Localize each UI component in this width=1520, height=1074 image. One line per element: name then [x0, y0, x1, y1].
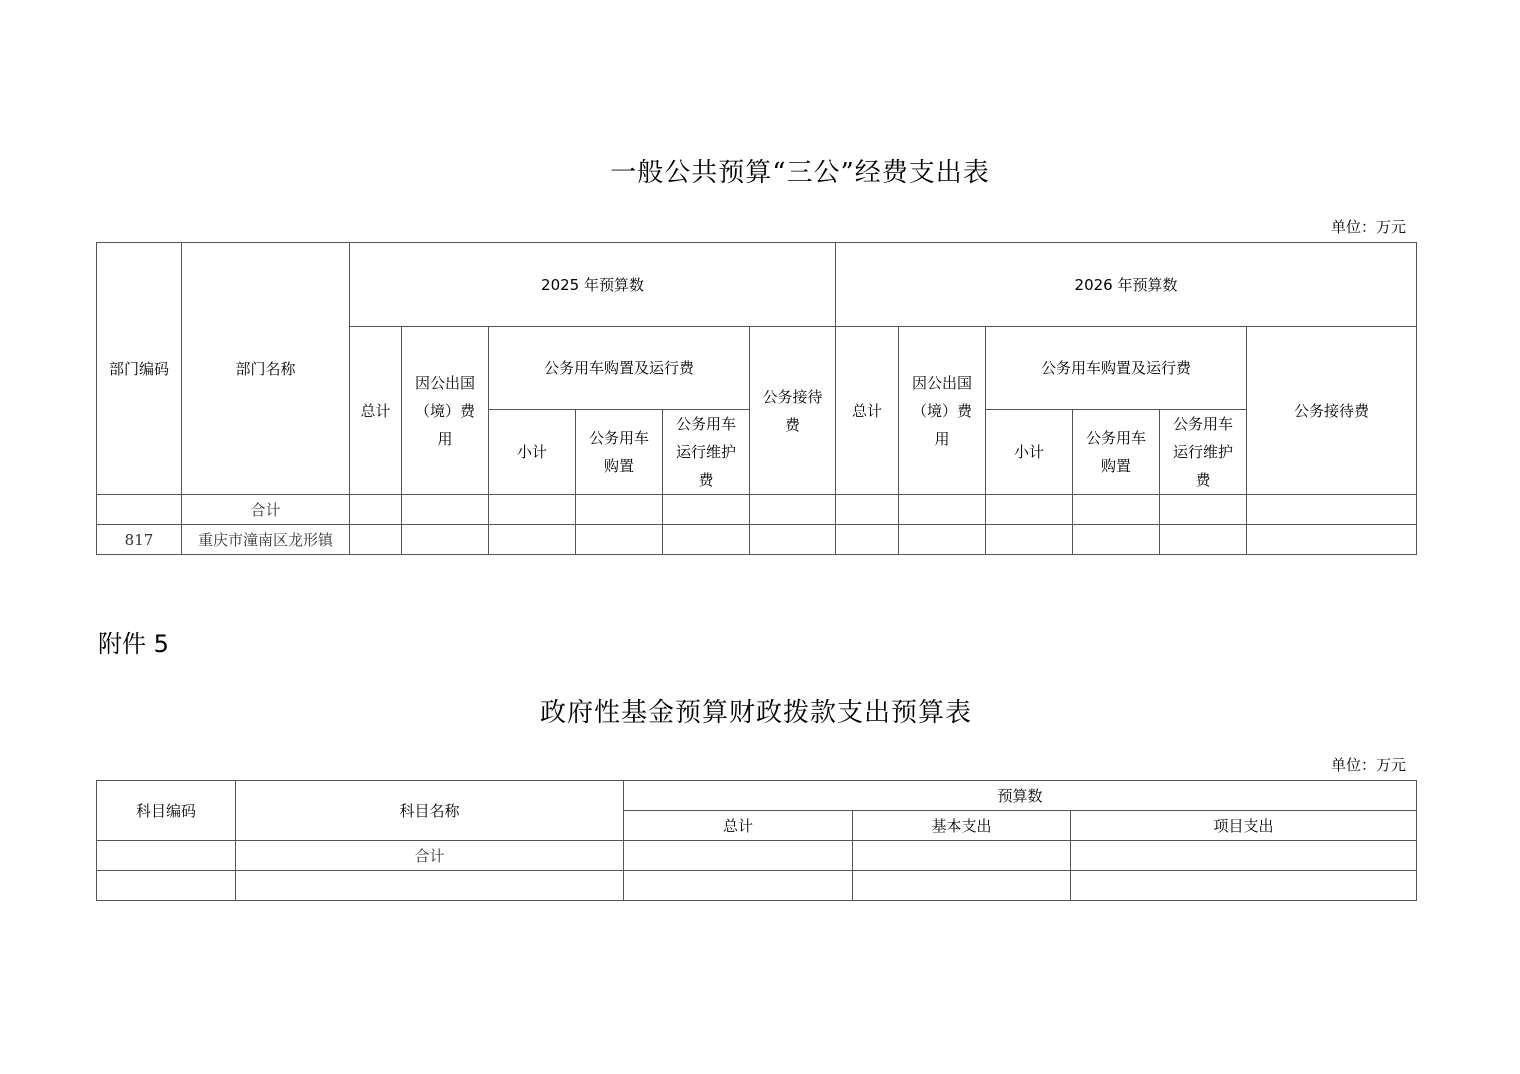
header-2025-travel-line2: （境）费 [414, 401, 475, 420]
cell [750, 525, 836, 555]
cell [1160, 525, 1247, 555]
row-code [97, 841, 236, 871]
row-name: 合计 [236, 841, 624, 871]
header-2025-subtotal: 小计 [489, 410, 576, 495]
header-2025-vehicle-run [663, 410, 750, 495]
header-2026-travel [899, 327, 986, 495]
annex-label: 附件 5 [98, 630, 169, 658]
cell [986, 525, 1073, 555]
cell [853, 841, 1071, 871]
row-code [97, 495, 182, 525]
cell [1160, 495, 1247, 525]
cell [750, 495, 836, 525]
three-public-expenses-table [96, 242, 1417, 555]
cell [350, 525, 402, 555]
row-name: 重庆市潼南区龙形镇 [182, 525, 350, 555]
header-2025-reception-line1: 公务接待 [762, 387, 823, 406]
cell [836, 495, 899, 525]
header-2026-vehicle-run-line3: 费 [1195, 471, 1211, 489]
header-2026-travel-line3: 用 [934, 429, 950, 448]
table1-unit: 单位：万元 [1330, 218, 1406, 236]
header-2026-vehicle-purchase-line2: 购置 [1101, 457, 1132, 475]
table2-title: 政府性基金预算财政拨款支出预算表 [539, 698, 972, 728]
cell [576, 495, 663, 525]
table-row [97, 871, 1417, 901]
cell [1247, 525, 1417, 555]
row-code [97, 871, 236, 901]
header-2025-travel-line3: 用 [437, 429, 453, 448]
cell [853, 871, 1071, 901]
cell [1073, 525, 1160, 555]
header-2026-vehicle-run-line2: 运行维护 [1173, 443, 1234, 461]
table-row [97, 841, 1417, 871]
cell [624, 841, 853, 871]
cell [576, 525, 663, 555]
header-2025-reception [750, 327, 836, 495]
header-2026-vehicle-run [1160, 410, 1247, 495]
cell [489, 525, 576, 555]
header-2026-subtotal: 小计 [986, 410, 1073, 495]
cell [402, 495, 489, 525]
cell [1071, 841, 1417, 871]
header-2026-vehicle-run-line1: 公务用车 [1173, 415, 1234, 433]
header-2025-vehicle-group: 公务用车购置及运行费 [489, 327, 750, 410]
header-2025-vehicle-run-line3: 费 [698, 471, 714, 489]
header-2025-travel-line1: 因公出国 [414, 373, 475, 392]
row-name: 合计 [182, 495, 350, 525]
table2-unit: 单位：万元 [1330, 756, 1406, 774]
header-budget: 预算数 [624, 781, 1417, 811]
cell [350, 495, 402, 525]
cell [836, 525, 899, 555]
table-row [97, 525, 1417, 555]
cell [402, 525, 489, 555]
header-2025-vehicle-run-line1: 公务用车 [675, 415, 736, 433]
header-2025-budget: 2025 年预算数 [350, 243, 836, 327]
header-2026-vehicle-purchase [1073, 410, 1160, 495]
cell [899, 495, 986, 525]
cell [663, 525, 750, 555]
cell [899, 525, 986, 555]
row-name [236, 871, 624, 901]
header-2026-budget: 2026 年预算数 [836, 243, 1417, 327]
cell [1247, 495, 1417, 525]
table1-title: 一般公共预算“三公”经费支出表 [610, 158, 990, 188]
government-fund-budget-table [96, 780, 1417, 901]
header-2025-reception-line2: 费 [785, 415, 801, 434]
header-2025-vehicle-purchase-line1: 公务用车 [588, 429, 649, 447]
cell [624, 871, 853, 901]
header-2026-travel-line2: （境）费 [912, 401, 973, 420]
header-2026-total: 总计 [836, 327, 899, 495]
header-2025-total: 总计 [350, 327, 402, 495]
header-2025-vehicle-run-line2: 运行维护 [675, 443, 736, 461]
header-2025-vehicle-purchase [576, 410, 663, 495]
header-dept-code: 部门编码 [97, 243, 182, 495]
header-2026-reception: 公务接待费 [1247, 327, 1417, 495]
header-2025-vehicle-purchase-line2: 购置 [603, 457, 634, 475]
cell [986, 495, 1073, 525]
header-basic: 基本支出 [853, 811, 1071, 841]
cell [663, 495, 750, 525]
header-2025-travel [402, 327, 489, 495]
header-subject-code: 科目编码 [97, 781, 236, 841]
header-2026-travel-line1: 因公出国 [912, 373, 973, 392]
cell [1073, 495, 1160, 525]
header-2026-vehicle-purchase-line1: 公务用车 [1086, 429, 1147, 447]
cell [489, 495, 576, 525]
header-project: 项目支出 [1071, 811, 1417, 841]
header-subject-name: 科目名称 [236, 781, 624, 841]
row-code: 817 [97, 525, 182, 555]
table-row [97, 495, 1417, 525]
header-total: 总计 [624, 811, 853, 841]
cell [1071, 871, 1417, 901]
header-2026-vehicle-group: 公务用车购置及运行费 [986, 327, 1247, 410]
header-dept-name: 部门名称 [182, 243, 350, 495]
